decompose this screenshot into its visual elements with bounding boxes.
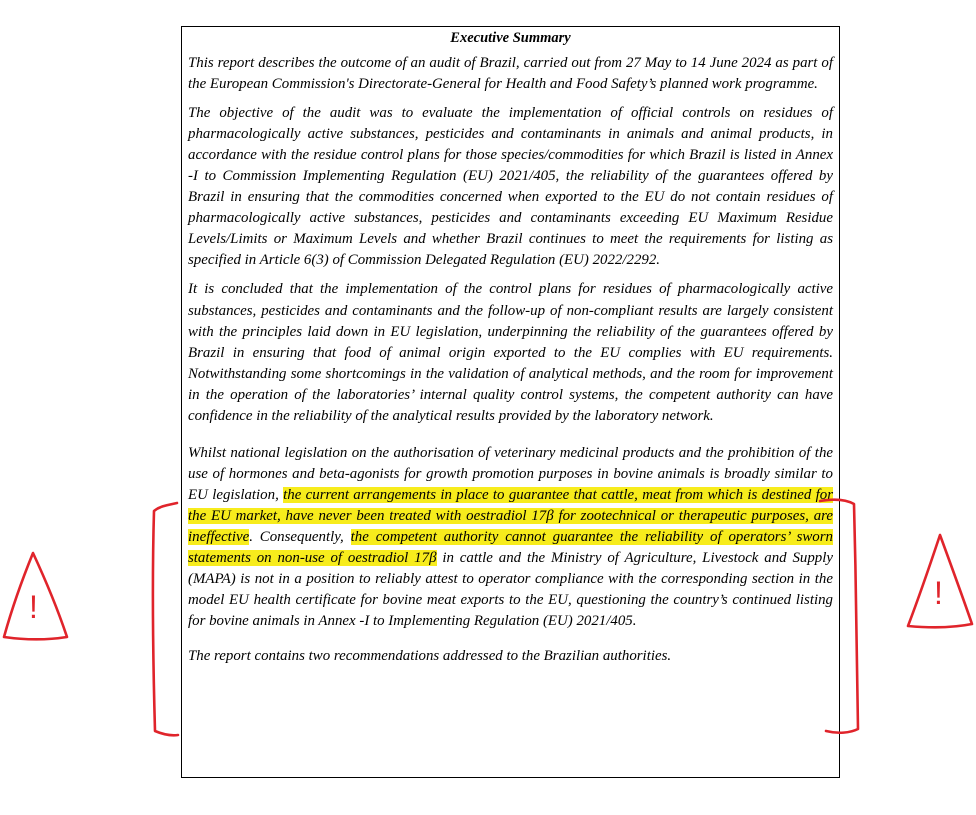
left-bracket xyxy=(153,503,178,735)
right-warning-mark: ! xyxy=(934,575,943,611)
findings-text-1: Whilst national legislation on the authorisation of veterinary medicinal products and the prohibition of the use of hormones and beta-agonists for growth promotion purposes in bovine animals is broadly similar to EU legislation, xyxy=(188,444,833,503)
highlight-ineffective-arrangements: the current arrangements in place to guarantee that cattle, meat from which is destined for the EU market, have never been treated with oestradiol 17β for zootechnical or therapeutic purposes, are ineffective xyxy=(188,486,833,545)
paragraph-conclusion: It is concluded that the implementation of the control plans for residues of pharmacologically active substances, pesticides and contaminants and the follow-up of non-compliant results are largely consistent with the principles laid down in EU legislation, underpinning the reliability of the guarantees offered by Brazil in ensuring that food of animal origin exported to the EU complies with EU requirements. Notwithstanding some shortcomings in the validation of analytical methods, and the room for improvement in the operation of the laboratories’ internal quality control systems, the competent authority can have confidence in the reliability of the analytical results provided by the laboratory network. xyxy=(188,281,833,424)
right-warning-triangle-icon xyxy=(908,535,972,627)
paragraph-recommendations: The report contains two recommendations addressed to the Brazilian authorities. xyxy=(188,648,672,665)
document-page xyxy=(181,26,840,778)
left-warning-triangle-icon xyxy=(4,553,67,639)
paragraph-objective: The objective of the audit was to evaluate the implementation of official controls on residues of pharmacologically active substances, pesticides and contaminants in animals and animal products, in accordance with the residue control plans for those species/commodities for which Brazil is listed in Annex -I to Commission Implementing Regulation (EU) 2021/405, the reliability of the guarantees offered by Brazil in ensuring that the commodities concerned when exported to the EU do not contain residues of pharmacologically active substances, pesticides and contaminants exceeding EU Maximum Residue Levels/Limits or Maximum Levels and whether Brazil continues to meet the requirements for listing as specified in Article 6(3) of Commission Delegated Regulation (EU) 2022/2292. xyxy=(188,105,833,269)
highlight-sworn-statements: the competent authority cannot guarantee the reliability of operators’ sworn statements on non-use of oestradiol 17β xyxy=(188,528,833,567)
left-warning-mark: ! xyxy=(29,589,38,625)
paragraph-findings xyxy=(188,443,833,632)
paragraph-intro: This report describes the outcome of an audit of Brazil, carried out from 27 May to 14 June 2024 as part of the European Commission's Directorate-General for Health and Food Safety’s planned work programme. xyxy=(188,55,833,93)
findings-text-2: . Consequently, xyxy=(249,528,351,545)
page-title: Executive Summary xyxy=(450,30,571,46)
findings-text-3: in cattle and the Ministry of Agriculture, Livestock and Supply (MAPA) is not in a position to reliably attest to operator compliance with the corresponding section in the model EU health certificate for bovine meat exports to the EU, questioning the country’s continued listing for bovine animals in Annex -I to Implementing Regulation (EU) 2021/405. xyxy=(188,550,833,630)
